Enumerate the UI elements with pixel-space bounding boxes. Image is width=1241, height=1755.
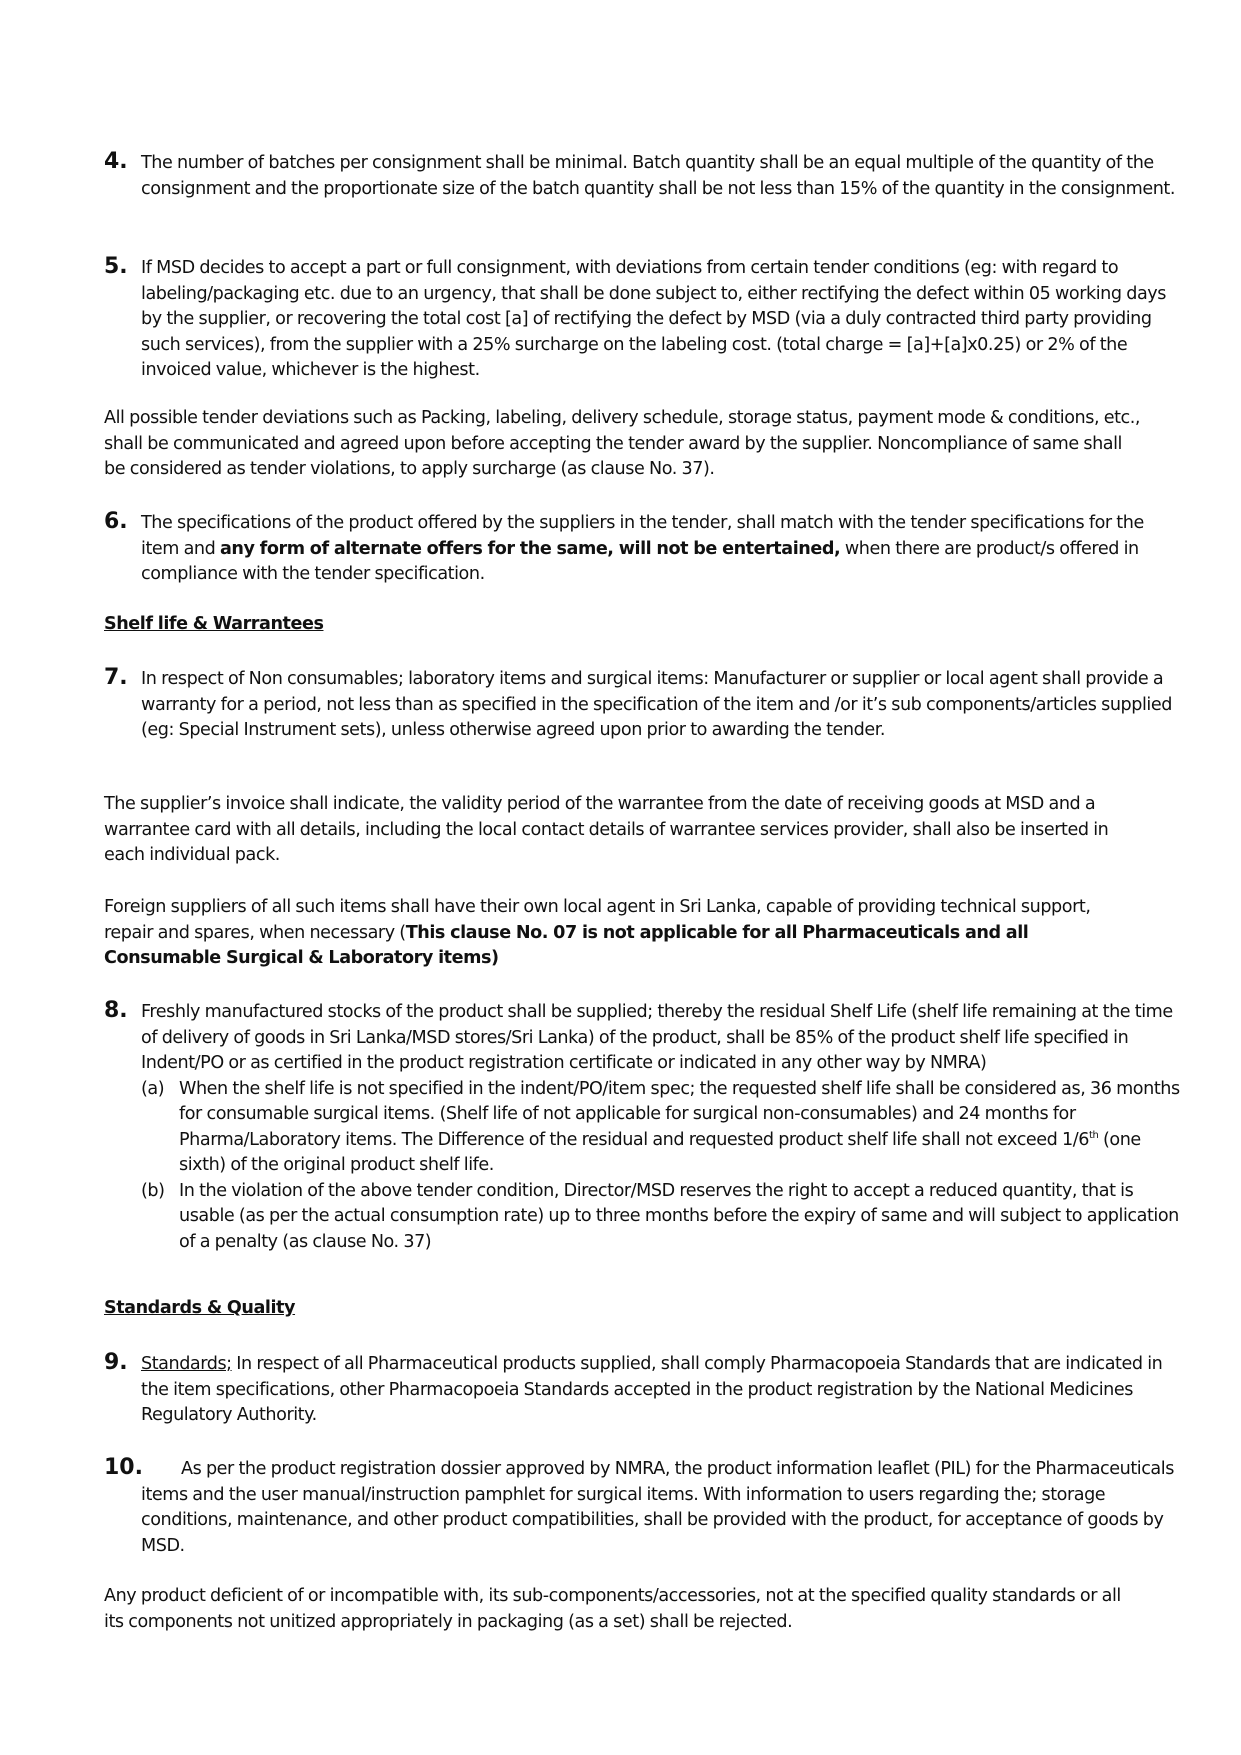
- clause-number: 8.: [104, 998, 128, 1023]
- clause-number: 9.: [104, 1350, 128, 1375]
- clause-4: [104, 151, 1181, 202]
- clause-8: [104, 1000, 1181, 1255]
- paragraph-text: Foreign suppliers of all such items shall have their own local agent in Sri Lanka, capable of providing technical support, repair and spares, when necessary (: [104, 897, 1091, 943]
- sub-clause-a: [141, 1077, 1181, 1179]
- sub-clause-b: [141, 1179, 1181, 1256]
- foreign-suppliers-paragraph: [104, 895, 1144, 972]
- clause-text: The number of batches per consignment shall be minimal. Batch quantity shall be an equal multiple of the quantity of the consignment and the proportionate size of the batch quantity shall be not less than 15% of the quantity in the consignment.: [141, 153, 1176, 199]
- section-heading-shelf-life: Shelf life & Warrantees: [104, 614, 324, 634]
- clause-number: 10.: [104, 1455, 143, 1480]
- deviations-paragraph: All possible tender deviations such as Packing, labeling, delivery schedule, storage status, payment mode & conditions, etc., shall be communicated and agreed upon before accepting the tender award by the supplier. Noncompliance of same shall be considered as tender violations, to apply surcharge (as clause No. 37).: [104, 408, 1141, 479]
- clause-text: Freshly manufactured stocks of the product shall be supplied; thereby the residual Shelf Life (shelf life remaining at the time of delivery of goods in Sri Lanka/MSD stores/Sri Lanka) of the product, shall be 85% of the product shelf life specified in Indent/PO or as certified in the product registration certificate or indicated in any other way by NMRA): [141, 1002, 1173, 1073]
- clause-5: [104, 256, 1181, 384]
- superscript: th: [1089, 1129, 1099, 1141]
- clause-number: 5.: [104, 254, 128, 279]
- sub-clause-text: In the violation of the above tender condition, Director/MSD reserves the right to accept a reduced quantity, that is usable (as per the actual consumption rate) up to three months before the expiry of same and will subject to application of a penalty (as clause No. 37): [179, 1180, 1179, 1252]
- clause-text: The specifications of the product offered by the suppliers in the tender, shall match with the tender specifications for the item and: [141, 513, 1144, 559]
- sub-clause-text: (one sixth) of the original product shelf life.: [179, 1129, 1141, 1175]
- clause-text-bold: any form of alternate offers for the same, will not be entertained,: [219, 538, 841, 559]
- sub-clause-text: When the shelf life is not specified in the indent/PO/item spec; the requested shelf life shall be considered as, 36 months for consumable surgical items. (Shelf life of not applicable for surgical non-consumables) and 24 months for Pharma/Laboratory items. The Difference of the residual and requested product shelf life shall not exceed 1/6: [179, 1078, 1180, 1150]
- clause-number: 6.: [104, 509, 128, 534]
- clause-text: If MSD decides to accept a part or full consignment, with deviations from certain tender conditions (eg: with regard to labeling/packaging etc. due to an urgency, that shall be done subject to, either rectifying the defect within 05 working days by the supplier, or recovering the total cost [a] of rectifying the defect by MSD (via a duly contracted third party providing such services), from the supplier with a 25% surcharge on the labeling cost. (total charge = [a]+[a]x0.25) or 2% of the invoiced value, whichever is the highest.: [141, 258, 1166, 380]
- clause-6: [104, 511, 1181, 588]
- sub-clause-label: (b): [141, 1180, 165, 1201]
- clause-text: when there are product/s offered in compliance with the tender specification.: [141, 538, 1139, 584]
- rejection-paragraph: Any product deficient of or incompatible with, its sub-components/accessories, not at the specified quality standards or all its components not unitized appropriately in packaging (as a set) shall be rejected.: [104, 1586, 1121, 1632]
- clause-label-underlined: Standards;: [141, 1354, 232, 1374]
- clause-text: In respect of Non consumables; laboratory items and surgical items: Manufacturer or supplier or local agent shall provide a warranty for a period, not less than as specified in the specification of the item and /or it’s sub components/articles supplied (eg: Special Instrument sets), unless otherwise agreed upon prior to awarding the tender.: [141, 669, 1172, 740]
- clause-10: [104, 1457, 1181, 1559]
- clause-text: In respect of all Pharmaceutical products supplied, shall comply Pharmacopoeia Standards that are indicated in the item specifications, other Pharmacopoeia Standards accepted in the product registration by the National Medicines Regulatory Authority.: [141, 1354, 1163, 1425]
- clause-number: 7.: [104, 665, 128, 690]
- clause-number: 4.: [104, 149, 128, 174]
- clause-text: As per the product registration dossier approved by NMRA, the product information leaflet (PIL) for the Pharmaceuticals items and the user manual/instruction pamphlet for surgical items. With information to users regarding the; storage conditions, maintenance, and other product compatibilities, shall be provided with the product, for acceptance of goods by MSD.: [141, 1459, 1174, 1556]
- clause-7: [104, 667, 1181, 744]
- section-heading-standards: Standards & Quality: [104, 1298, 296, 1318]
- clause-9: [104, 1352, 1181, 1429]
- paragraph-text-bold: This clause No. 07 is not applicable for all Pharmaceuticals and all Consumable Surgical & Laboratory items): [104, 922, 1029, 968]
- invoice-paragraph: The supplier’s invoice shall indicate, the validity period of the warrantee from the date of receiving goods at MSD and a warrantee card with all details, including the local contact details of warrantee services provider, shall also be inserted in each individual pack.: [104, 794, 1109, 865]
- sub-clause-label: (a): [141, 1078, 165, 1099]
